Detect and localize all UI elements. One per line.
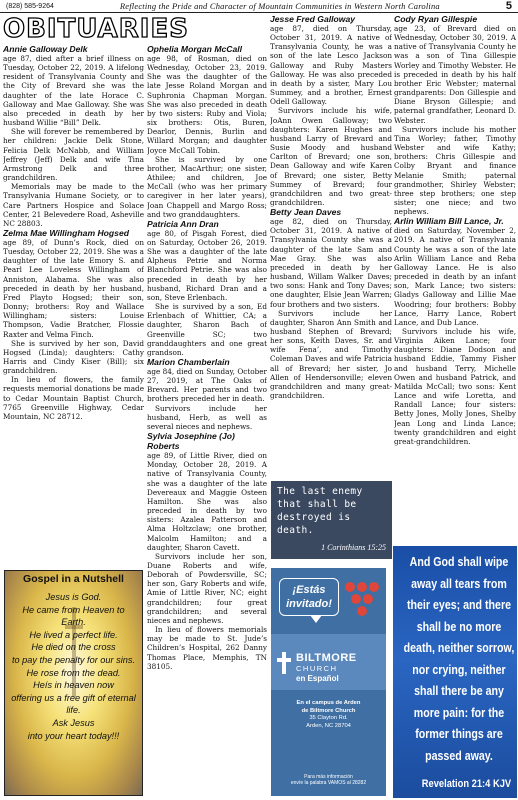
revelation-reference: Revelation 21:4 KJV (421, 778, 511, 790)
address-line-2: de Biltmore Church (301, 707, 356, 714)
revelation-verse-box (393, 546, 517, 798)
obituary-paragraph: Survivors include her daughter, Sharon Ann Smith and husband Stephen of Brevard; her sons, Keith Daves, Sr. and wife Fena’, and Timothy Coleman Daves and wife Patricia all of Brevard; her sister, Jo Allen of Hendersonville; eleven grandchildren and many great-grandchildren. (270, 308, 392, 401)
brand-line-1: BILTMORE (296, 652, 357, 664)
obituary-paragraph: Survivors include his wife, JoAnn Owen Galloway; two daughters: Karen Hughes and husband Larry of Brevard and Susie Moody and husband Carlton of Brevard; one son, Dean Galloway and wife Karen of Brevard; one sister, Betty Summey of Brevard; four grandchildren and two great-grandchildren. (270, 106, 392, 207)
obituary-paragraph: age 84, died on Sunday, October 27, 2019, at The Oaks of Brevard. Her parents and two brothers preceded her in death. (147, 367, 267, 404)
revelation-text: And God shall wipe away all tears from their eyes; and there shall be no more death, neither sorrow, nor crying, neither shall there be any more pain: for the former things are passed away. (403, 554, 515, 763)
obituary-paragraph: She is survived by one brother, MacArthur; one sister, Athilee; and children, Joe McCall (who was her primary caregiver in her later years), Joan Chappell and Margo Ross; and two granddaughters. (147, 154, 267, 219)
column-4 (394, 14, 516, 554)
gospel-in-a-nutshell-box (4, 570, 143, 796)
dots-icon (345, 582, 379, 616)
info-line-1: Para más información (304, 774, 353, 780)
verse-text: The last enemy that shall be destroyed is death. (277, 486, 363, 536)
gospel-lines (9, 591, 138, 742)
gospel-line: He lived a perfect life. (29, 629, 118, 640)
column-3 (270, 14, 392, 490)
page-header (0, 0, 518, 13)
gospel-line: He died on the cross (31, 642, 116, 653)
church-ad (271, 568, 386, 796)
gospel-line: to pay the penalty for our sins. (11, 654, 136, 665)
church-brand (296, 652, 357, 683)
obituary-paragraph: In lieu of flowers, the family requests memorial donations be made to Cedar Mountain Baptist Church, 7765 Greenville Highway, Cedar Mountain, NC 28712. (3, 375, 144, 421)
speech-bubble: ¡Estás invitado! (279, 578, 339, 616)
obituary-paragraph: age 98, of Rosman, died on Wednesday, October 23, 2019. She was the daughter of the late Jesse Roland Morgan and Suphronia Chapman Morgan. She was also preceded in death by two sisters: Ruby and Viola; six brothers: Otis, Buren, Dearlor, Dennis, Burlin and Willard Morgan; and daughter Joyce McCall Tobin. (147, 54, 267, 155)
info-line-2: envíe la palabra VAMOS al 28282 (290, 780, 367, 787)
verse-reference: 1 Corinthians 15:25 (321, 543, 386, 552)
brand-line-3: en Español (296, 674, 339, 683)
obituary-paragraph: age 87, died after a brief illness on Tuesday, October 22, 2019. A lifelong resident of Transylvania County and the City of Brevard she was the daughter of the late Horace C. Galloway and Mae Galloway. She was also preceded in death by her husband Willie “Bill” Delk. (3, 54, 144, 128)
obituary-name: Annie Galloway Delk (3, 44, 88, 54)
gospel-line: He rose from the dead. (26, 667, 121, 678)
obituary-name: Marion Chamberlain (147, 357, 230, 367)
obituary-name: Patricia Ann Dran (147, 218, 219, 229)
church-info (271, 774, 386, 787)
obituary-name: Jesse Fred Galloway (270, 14, 356, 24)
church-cross-icon (277, 652, 291, 674)
obituary-name: Zelma Mae Willingham Hogsed (3, 227, 129, 238)
obituary-paragraph: age 80, of Pisgah Forest, died on Saturday, October 26, 2019. She was a daughter of the late Alpheus Petrie and Norma Blanchford Petrie. She was also preceded in death by her husband, Richard Dran and a son, Steve Erlenbach. (147, 228, 267, 302)
page-number: 5 (505, 0, 512, 12)
column-1 (3, 44, 144, 600)
obituary-name: Ophelia Morgan McCall (147, 44, 243, 54)
address-line-3: 35 Clayton Rd. (309, 715, 348, 721)
obituaries-masthead: OBITUARIES (3, 14, 189, 44)
obituary-paragraph: age 23, of Brevard died on Wednesday, October 30, 2019. A native of Transylvania County he was a son of Tina Gillespie Worley and Timothy Webster. He is preceded in death by his half brother Eric Webster; maternal grandparents: Don Gillespie and Diane Bryson Gillespie; and paternal grandfather, Leonard D. Webster. (394, 24, 516, 125)
church-address (271, 700, 386, 730)
obituary-paragraph: died on Saturday, November 2, 2019. A native of Transylvania County he was a son of the late Arlin William Lance and Reba Galloway Lance. He is also preceded in death by an infant son, Mark Lance; two sisters: Gladys Galloway and Lillie Mae Woodring; four brothers: Bobby Lance, Harry Lance, Robert Lance, and Dub Lance. (394, 226, 516, 327)
obituary-paragraph: age 89, of Dunn’s Rock, died on Tuesday, October 22, 2019. She was a daughter of the late Emory S. and Pearl Lee Loveless Willingham of Anniston, Alabama. She was also preceded in death by her husband, Fred Playto Hogsed; their son, Donny; brothers: Roy and Wallace Willingham; sisters: Louise Thompson, Vadie Bratcher, Flossie Raxter and Velma Finch. (3, 237, 144, 339)
gospel-line: offering us a free gift of eternal (11, 692, 136, 703)
address-line-1: En el campus de Arden (296, 700, 361, 706)
gospel-line: Heís in heaven now (33, 680, 114, 691)
obituary-paragraph: Survivors include her son, Duane Roberts and wife, Deborah of Powdersville, SC; her son, Gary Roberts and wife, Amie of Little River, NC; eight grandchildren; four great grandchildren; and several nieces and nephews. (147, 551, 267, 625)
column-2 (147, 44, 267, 800)
gospel-line: Ask Jesus (52, 717, 95, 728)
header-tagline: Reflecting the Pride and Character of Mountain Communities in Western North Carolina (119, 1, 440, 11)
obituary-name: Cody Ryan Gillespie (394, 14, 478, 24)
obituary-paragraph: age 87, died on Thursday, October 31, 2019. A native of Transylvania County, he was a son of the late Lesco Jackson Galloway and Ruby Masters Galloway. He was also preceded in death by a sister, Mary Lou Summey, and a brother, Ernest Odell Galloway. (270, 24, 392, 107)
obituary-paragraph: Memorials may be made to the Transylvania Humane Society, or to Care Partners Hospice and Solace Center, 21 Belevedere Road, Asheville NC 28803. (3, 182, 144, 228)
obituary-name: Arlin William Bill Lance, Jr. (394, 216, 504, 227)
verse-box (271, 481, 392, 559)
obituary-paragraph: Survivors include his mother Tina Worley; father, Timothy Webster and wife Kathy; brothers: Chris Gillespie and Colby Bryant and finance Melanie Smith; paternal grandmother, Shirley Webster; three step brothers; one step sister; one niece; and two nephews. (394, 124, 516, 217)
obituary-name: Betty Jean Daves (270, 207, 342, 218)
obituary-paragraph: age 89, of Little River, died on Monday, October 28, 2019. A native of Transylvania County, she was a daughter of the late Devereaux and Maggie Osteen Hamilton. She was also preceded in death by two sisters: Azalea Patterson and Alma Holtzclaw; one brother, Malcolm Hamilton; and a daughter, Sharon Cavett. (147, 451, 267, 552)
gospel-line: Jesus is God. (45, 592, 102, 602)
gospel-line: He came from Heaven to Earth. (22, 604, 125, 628)
obituary-paragraph: In lieu of flowers memorials may be made to St. Jude’s Children’s Hospital, 262 Danny Thomas Place, Memphis, TN 38105. (147, 625, 267, 671)
gospel-line: into your heart today!!! (27, 730, 120, 741)
gospel-title: Gospel in a Nutshell (23, 573, 124, 585)
obituary-paragraph: She is survived by a son, Ed Erlenbach of Whittier, CA; a daughter, Sharon Bach of Greenville SC; two granddaughters and one great grandson. (147, 302, 267, 357)
obituary-paragraph: She will forever be remembered by her children: Jackie Delk Stone, Felicia Delk McNabb, and William Jeffrey (Jeff) Delk and wife Tina Armstrong Delk and three grandchildren. (3, 127, 144, 183)
gospel-line: life. (66, 705, 81, 716)
address-line-4: Arden, NC 28704 (306, 722, 351, 729)
header-phone: (828) 585-9264 (6, 2, 54, 10)
obituary-paragraph: Survivors include her husband, Herb, as well as several nieces and nephews. (147, 403, 267, 431)
obituary-name: Sylvia Josephine (Jo) Roberts (147, 431, 235, 452)
obituary-paragraph: She is survived by her son, David Hogsed (Linda); daughters: Cathy Harris and Cindy Kiser (Bill); six grandchildren. (3, 338, 144, 376)
brand-line-2: CHURCH (296, 664, 338, 673)
obituary-paragraph: Survivors include his wife, Virginia Aiken Lance; four daughters: Diane Dodson and husband Eddie, Tammy Fisher and husband Terry, Michelle Owen and husband Patrick, and Matilda McCall; two sons: Kent Lance and wife Loretta, and Randall Lance; four sisters: Betty Jones, Molly Jones, Shelby Jean Long and Linda Lance; twenty grandchildren and eight great-grandchildren. (394, 327, 516, 446)
obituary-paragraph: age 82, died on Thursday, October 31, 2019. A native of Transylvania County she was a daughter of the late Sam and Mae Gray. She was also preceded in death by her husband, Willam Walker Daves; two sons: Hank and Tony Daves; one daughter, Elsie Jean Warren; four brothers and two sisters. (270, 217, 392, 309)
